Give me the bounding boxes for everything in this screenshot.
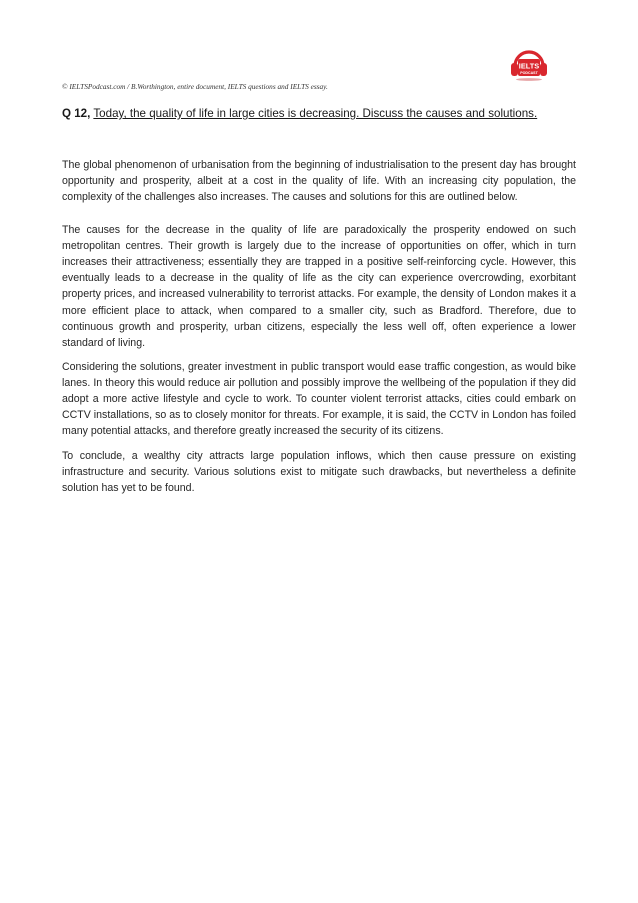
essay-paragraph-introduction: The global phenomenon of urbanisation from the beginning of industrialisation to the present day has brought opportunity and prosperity, albeit at a cost in the quality of life. With an increasing city population, the complexity of the challenges also increases. The causes and solutions for this are outlined below. (62, 158, 576, 203)
copyright-note: © IELTSPodcast.com / B.Worthington, entire document, IELTS questions and IELTS essay. (62, 82, 328, 91)
ielts-podcast-logo (508, 42, 550, 82)
svg-text:IELTS: IELTS (518, 61, 540, 71)
essay-paragraph-causes: The causes for the decrease in the quality of life are paradoxically the prosperity endowed on such metropolitan centres. Their growth is largely due to the increase of opportunities on offer, which in turn increases their attractiveness; essentially they are trapped in a positive self-reinforcing cycle. However, this eventually leads to a decrease in the quality of life as the city can experience overcrowding, exorbitant property prices, and increased vulnerability to terrorist attacks. For example, the density of London makes it a more efficient place to attack, when compared to a smaller city, such as Bradford. Therefore, due to continuous growth and prosperity, urban citizens, especially the less well off, often experience a lower standard of living. (62, 223, 576, 350)
essay-paragraph-solutions: Considering the solutions, greater investment in public transport would ease traffic congestion, as would bike lanes. In theory this would reduce air pollution and possibly improve the wellbeing of the population if they did adopt a more active lifestyle and cycle to work. To counter violent terrorist attacks, cities could embark on CCTV installations, so as to closely monitor for threats. For example, it is said, the CCTV in London has foiled many potential attacks, and therefore greatly increased the security of its citizens. (62, 360, 576, 438)
question-heading (62, 107, 582, 121)
question-number: Q 12, (62, 107, 91, 120)
question-text: Today, the quality of life in large cities is decreasing. Discuss the causes and solutions. (93, 107, 538, 120)
svg-text:PODCAST: PODCAST (520, 71, 538, 75)
essay-paragraph-conclusion: To conclude, a wealthy city attracts large population inflows, which then cause pressure on existing infrastructure and security. Various solutions exist to mitigate such drawbacks, but nevertheless a definite solution has yet to be found. (62, 449, 576, 494)
